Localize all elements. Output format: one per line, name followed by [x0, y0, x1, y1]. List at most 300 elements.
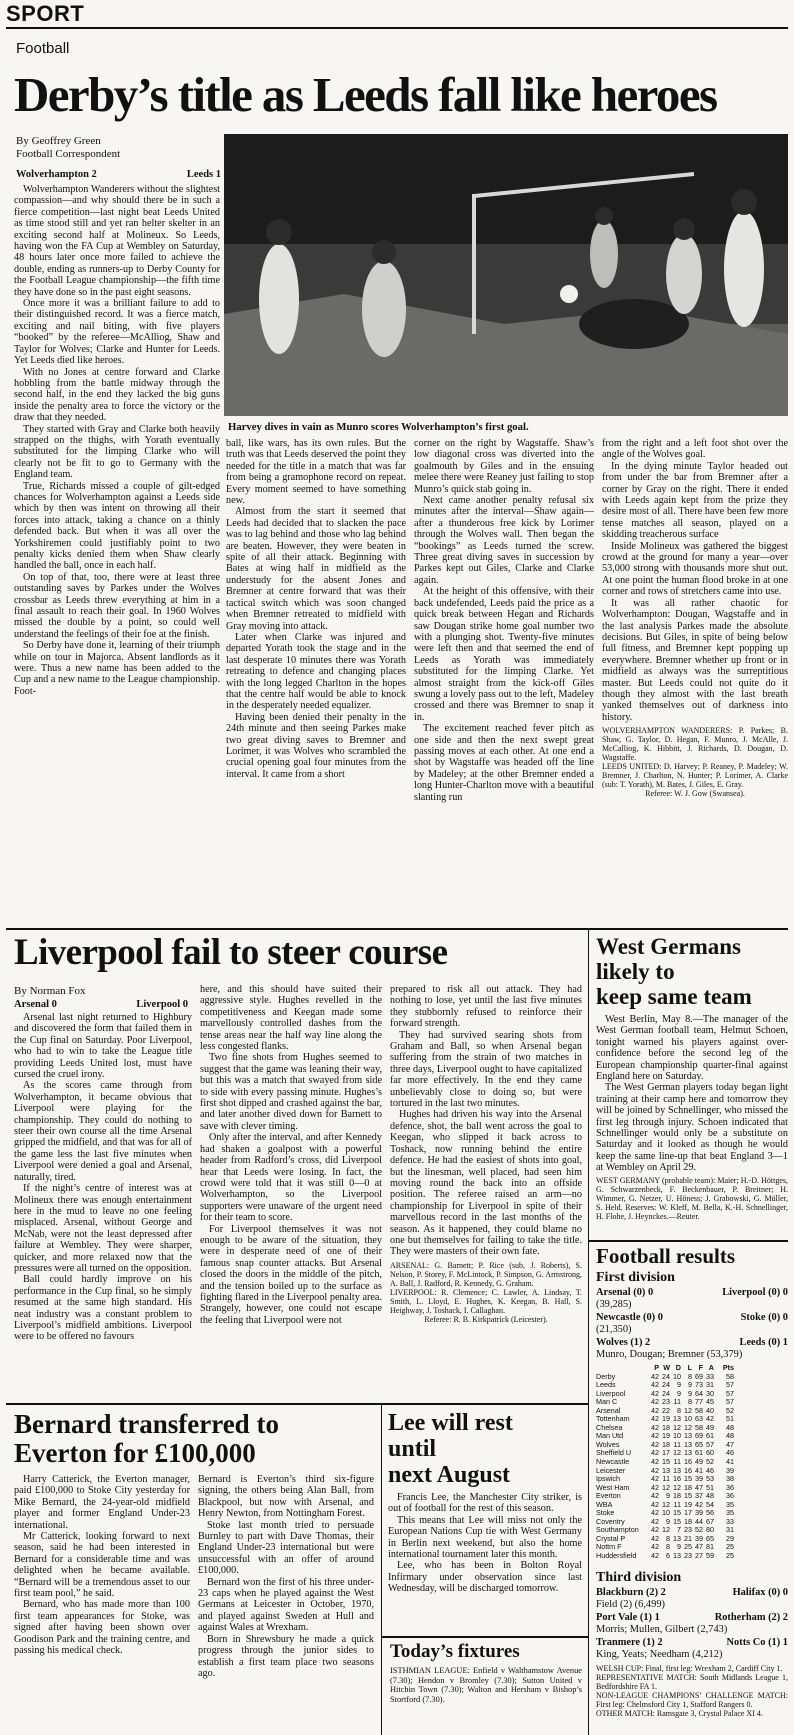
table-cell: 42 [706, 1414, 714, 1424]
germans-headline-line: West Germans [596, 934, 742, 959]
derby-column-3 [414, 438, 594, 920]
derby-paragraph: from the right and a left foot shot over the angle of the Wolves goal. [602, 438, 788, 461]
table-cell: 13 [673, 1551, 681, 1561]
table-cell: 52 [706, 1457, 714, 1467]
table-row [596, 1492, 788, 1501]
match-photo-image [224, 134, 788, 416]
liverpool-score-away: Liverpool 0 [136, 999, 188, 1010]
result-line [596, 1649, 788, 1661]
table-cell: 12 [684, 1405, 692, 1415]
bernard-headline-line: Bernard transferred to [14, 1409, 279, 1439]
table-cell: 65 [706, 1533, 714, 1543]
table-cell: 25 [726, 1551, 734, 1561]
table-team: Crystal P [596, 1533, 626, 1543]
table-cell: 15 [673, 1508, 681, 1518]
bernard-paragraph: Harry Catterick, the Everton manager, paid £100,000 to Stoke City yesterday for Mike Bernard, the 24-year-old midfield player and former England Under-23 international. [14, 1474, 190, 1531]
result-home: Arsenal (0) 0 [596, 1287, 654, 1298]
table-cell: 36 [726, 1491, 734, 1501]
table-cell: 16 [684, 1465, 692, 1475]
table-cell: 42 [651, 1380, 659, 1390]
result-away: Notts Co (1) 1 [726, 1636, 788, 1648]
table-cell: 11 [673, 1499, 681, 1509]
table-cell: 38 [726, 1474, 734, 1484]
table-cell: 46 [726, 1448, 734, 1458]
lee-headline-line: Lee will rest [388, 1410, 513, 1436]
table-cell: 13 [673, 1533, 681, 1543]
subsection-label: Football [16, 40, 70, 57]
table-team: Newcastle [596, 1457, 630, 1467]
table-cell: 24 [662, 1388, 670, 1398]
table-cell: 45 [706, 1397, 714, 1407]
table-cell: 18 [673, 1491, 681, 1501]
table-team: Huddersfield [596, 1551, 637, 1561]
derby-paragraph: In the dying minute Taylor headed out from under the bar from Bremner after a corner by Gray on the right. There it ended with Leeds again kept from the prize they desire most of all. There have been few more tense matches all season, played on a skidding treacherous surface [602, 460, 788, 541]
bernard-column-2 [198, 1474, 374, 1732]
table-row [596, 1535, 788, 1544]
table-row [596, 1552, 788, 1561]
table-cell: 47 [695, 1542, 703, 1552]
table-cell: 11 [673, 1439, 681, 1449]
table-cell: 30 [706, 1388, 714, 1398]
table-cell: 42 [651, 1491, 659, 1501]
derby-paragraph: Later when Clarke was injured and departed Yorath took the stage and in the last desperate 10 minutes there was Yorath retreating to defence and changing places with the long legged Charlton in the hopes that the centre half would be able to knock in the desperately needed equalizer. [226, 631, 406, 712]
derby-byline-author: By Geoffrey Green [16, 135, 101, 147]
table-cell: 23 [662, 1397, 670, 1407]
table-cell: 15 [684, 1474, 692, 1484]
table-cell: 7 [677, 1525, 681, 1535]
bernard-paragraph: Bernard, who has made more than 100 first team appearances for Stoke, was signed after having been shown over Goodison Park and the training centre, and passing his medical check. [14, 1599, 190, 1657]
match-photo [224, 134, 788, 416]
table-team: Coventry [596, 1516, 625, 1526]
bernard-paragraph: Stoke last month tried to persuade Burnley to part with Dave Thomas, their England Under-23 international but were unsuccessful with an offer of around £100,000. [198, 1519, 374, 1577]
result-away: Liverpool (0) 0 [722, 1287, 788, 1298]
table-cell: 12 [673, 1422, 681, 1432]
table-cell: 36 [726, 1482, 734, 1492]
germans-paragraph: The West German players today began light training at their camp here and tomorrow they will be joined by Schnellinger, who missed the first leg through injury. Schoen indicated that Schnellinger would only be a substitute on Saturday and it looked as though he would keep the same line-up that beat England 3—1 at Wembley on April 29. [596, 1082, 788, 1174]
table-cell: 15 [673, 1516, 681, 1526]
table-cell: 47 [726, 1439, 734, 1449]
table-cell: 12 [662, 1525, 670, 1535]
liverpool-paragraph: If the night’s centre of interest was at Molineux there was enough entertainment here in the mud to leave no one feeling misplaced. Arsenal, without George and McNab, were not the least depressed after failure at Wembley. They were sharper, quicker, and more relaxed now that the pressures were all turned on the opposition. [14, 1183, 192, 1274]
table-cell: 80 [706, 1525, 714, 1535]
derby-paragraph: ball, like wars, has its own rules. But the truth was that Leeds deserved the point they needed for the title in a match that was far from being a gramophone record on repeat. Every moment seemed to have something new. [226, 438, 406, 507]
derby-headline: Derby’s title as Leeds fall like heroes [14, 67, 717, 122]
table-cell: 9 [666, 1516, 670, 1526]
lee-headline-line: next August [388, 1462, 511, 1488]
table-cell: 57 [726, 1388, 734, 1398]
results-first-division [596, 1287, 788, 1361]
liverpool-paragraph: Two fine shots from Hughes seemed to suggest that the game was leaning their way, but this was a match that swayed from side to side with every passing minute. Hughes’s first shot dipped and crashed against the bar, and later another dived down for Barnett to save with clever timing. [200, 1052, 382, 1132]
lee-body [388, 1492, 582, 1632]
table-cell: 19 [662, 1431, 670, 1441]
liverpool-paragraph: For Liverpool themselves it was not enough to be aware of the situation, they were in desperate need of one of their famous snap counter attacks. But Arsenal closed the doors in the middle of the pitch, and the tension boiled up to the surface as fighting flared in the Liverpool penalty area. Strangely, however, one could not escape the feeling that Liverpool were not [200, 1223, 382, 1326]
table-cell: 35 [726, 1508, 734, 1518]
germans-paragraph: West Berlin, May 8.—The manager of the West German football team, Helmut Schoen, tonight warned his players against over-confidence before the second leg of the European championship quarter-final against England here on Saturday. [596, 1014, 788, 1083]
table-cell: 25 [726, 1542, 734, 1552]
table-cell: 13 [684, 1431, 692, 1441]
table-team: Stoke [596, 1508, 615, 1518]
table-cell: 42 [651, 1482, 659, 1492]
derby-paragraph: Having been denied their penalty in the 24th minute and then seeing Parkes make two great diving saves to Bremner and Lorimer, it was Wolves who scrambled the crucial opening goal four minutes from the interval. It came from a short [226, 711, 406, 780]
derby-paragraph: On top of that, too, there were at least three outstanding saves by Parkes under the Wolves crossbar as Leeds threw everything at him in a final assault to reach their goal. In 1960 Wolves missed the double by a point, so could well understand the feelings of their foe at the finish. [14, 571, 220, 640]
vertical-rule [588, 930, 589, 1735]
table-cell: 48 [726, 1422, 734, 1432]
germans-headline-line: likely to [596, 959, 675, 984]
liverpool-paragraph: Hughes had driven his way into the Arsenal defence, shot, the ball went across the goal to Keegan, who slipped it back across to Toshack, now running behind the entire defence. He had the easiest of shots into goal, but the linesman, well placed, had seen him moving round the back into an offside position. The referee raised an arm—no championship for Liverpool in spite of their marvellous record in the last months of the season. As it happened, they could blame no one but themselves for failing to take the title. They were masters of their own fate. [390, 1109, 582, 1258]
germans-headline-line: keep same team [596, 984, 752, 1009]
liverpool-paragraph: Only after the interval, and after Kennedy had shaken a goalpost with a powerful header from Radford’s cross, did Liverpool hear that Leeds were losing. In fact, the crowd were told that it was still 0—0 at Wolverhampton, so the Liverpool supporters were unaware of the urgent need for their team to score. [200, 1132, 382, 1224]
table-cell: 39 [695, 1508, 703, 1518]
results-division-1: First division [596, 1270, 675, 1285]
derby-column-1 [14, 184, 220, 920]
table-cell: 58 [726, 1371, 734, 1381]
results-third-division [596, 1587, 788, 1661]
derby-byline-role: Football Correspondent [16, 148, 121, 160]
lee-paragraph: This means that Lee will miss not only the European Nations Cup tie with West Germany in Berlin next weekend, but also the home international tournament later this month. [388, 1514, 582, 1561]
liverpool-team-list: ARSENAL: G. Barnett; P. Rice (sub, J. Roberts), S. Nelson, P. Storey, F. McLintock, P. Simpson, G. Armstrong, A. Ball, J. Radford, R. Kennedy, G. Graham. [390, 1260, 582, 1288]
table-row [596, 1398, 788, 1407]
table-cell: 23 [684, 1551, 692, 1561]
table-cell: 25 [684, 1542, 692, 1552]
table-cell: 58 [695, 1422, 703, 1432]
table-cell: 10 [662, 1508, 670, 1518]
derby-paragraph: corner on the right by Wagstaffe. Shaw’s low diagonal cross was diverted into the goalmouth by Giles and in the ensuing melee there were Reaney just failing to stop Munro’s quick stab going in. [414, 438, 594, 495]
liverpool-score-home: Arsenal 0 [14, 999, 57, 1010]
results-title: Football results [596, 1244, 736, 1268]
table-cell: 57 [706, 1439, 714, 1449]
table-cell: 10 [684, 1414, 692, 1424]
liverpool-column-3 [390, 984, 582, 1398]
result-home: Blackburn (2) 2 [596, 1587, 666, 1598]
table-cell: 47 [695, 1482, 703, 1492]
table-cell: 49 [695, 1457, 703, 1467]
table-cell: 46 [706, 1465, 714, 1475]
table-cell: 40 [706, 1405, 714, 1415]
result-line [596, 1324, 788, 1336]
derby-score-away: Leeds 1 [186, 169, 221, 180]
derby-scoreline [16, 168, 221, 181]
table-cell: 24 [662, 1380, 670, 1390]
table-row [596, 1432, 788, 1441]
table-team: Chelsea [596, 1422, 623, 1432]
table-cell: 42 [651, 1499, 659, 1509]
table-cell: 51 [706, 1482, 714, 1492]
table-cell: Pts [722, 1363, 734, 1372]
table-team: Man C [596, 1397, 618, 1407]
table-cell: 18 [662, 1439, 670, 1449]
table-cell: 12 [662, 1482, 670, 1492]
table-cell: 42 [651, 1405, 659, 1415]
table-cell: 13 [673, 1465, 681, 1475]
table-cell: 57 [726, 1380, 734, 1390]
table-cell: 63 [695, 1414, 703, 1424]
derby-paragraph: At the height of this offensive, with their back undefended, Leeds paid the price as a quick break between Hegan and Richards saw Dougan strike home goal number two with a plunging shot. Twenty-five minutes were left then and that seemed the end of Leeds as Yorath was immediately substituted for the limping Clarke. Yet almost straight from the kick-off Giles swung a lovely pass out to the left, Madeley crossed and there was Bremner to snap it in. [414, 586, 594, 723]
table-cell: 65 [695, 1439, 703, 1449]
table-cell: 56 [706, 1508, 714, 1518]
derby-paragraph: Almost from the start it seemed that Leeds had decided that to slacken the pace was to lag behind and those who lag behind are beaten. However, they were beaten in spite of all their attack. Beginning with Bates at wing half in midfield as the understudy for the absent Jones and Bremner at centre forward that was their tactical switch which was soon changed when Bremner retreated to midfield with Gray moving into attack. [226, 506, 406, 632]
table-cell: 18 [684, 1482, 692, 1492]
table-row [596, 1390, 788, 1399]
table-cell: 22 [662, 1405, 670, 1415]
table-cell: 19 [684, 1499, 692, 1509]
table-team: Leeds [596, 1380, 616, 1390]
table-cell: 9 [677, 1380, 681, 1390]
table-cell: 39 [726, 1465, 734, 1475]
bernard-headline [14, 1410, 279, 1468]
table-cell: 59 [706, 1551, 714, 1561]
table-cell: 73 [695, 1380, 703, 1390]
derby-paragraph: So Derby have done it, learning of their triumph while on tour in Majorca. Absent landlords as it were. Thus a new name has been added to the Cup and a new name to the League championship. Foot- [14, 640, 220, 697]
result-away: Leeds (0) 1 [739, 1336, 788, 1348]
result-away: Rotherham (2) 2 [714, 1611, 788, 1623]
table-team: Ipswich [596, 1474, 620, 1484]
table-cell: 41 [695, 1465, 703, 1475]
liverpool-headline: Liverpool fail to steer course [14, 932, 448, 973]
derby-paragraph: Once more it was a brilliant failure to add to their distinguished record. It was a fierce match, exciting and nail biting, with five players “booked” by the referee—McAlliog, Shaw and Taylor for Wolves; Clarke and Hunter for Leeds. Yet Leeds died like heroes. [14, 298, 220, 367]
fixtures-title: Today’s fixtures [390, 1641, 520, 1662]
table-cell: 81 [706, 1542, 714, 1552]
table-cell: 42 [651, 1551, 659, 1561]
derby-referee: Referee: W. J. Gow (Swansea). [645, 789, 745, 799]
section-rule [589, 1240, 788, 1242]
result-line [596, 1637, 788, 1649]
derby-paragraph: Next came another penalty refusal six minutes after the interval—Shaw again—after a thunderous free kick by Lorimer through the Wolves wall. Then began the “bookings” as Leeds turned the screw. Three great diving saves in succession by Parkes kept out Giles, Clarke and Clarke again. [414, 495, 594, 586]
table-cell: 41 [726, 1457, 734, 1467]
section-rule [6, 928, 788, 930]
lee-paragraph: Lee, who has been in Bolton Royal Infirmary under observation since last Wednesday, will be discharged tomorrow. [388, 1560, 582, 1595]
table-cell: 37 [695, 1491, 703, 1501]
table-cell: 35 [726, 1499, 734, 1509]
table-cell: 42 [651, 1371, 659, 1381]
section-rule [382, 1636, 588, 1638]
lee-paragraph: Francis Lee, the Manchester City striker, is out of football for the rest of this season. [388, 1492, 582, 1515]
table-cell: 8 [688, 1371, 692, 1381]
table-team: Southampton [596, 1525, 639, 1535]
bernard-paragraph: Born in Shrewsbury he made a quick progress through the junior sides to establish a first team place two seasons ago. [198, 1633, 374, 1679]
table-team: Man Utd [596, 1431, 624, 1441]
table-cell: 54 [706, 1499, 714, 1509]
league-table [596, 1364, 788, 1561]
derby-paragraph: Inside Molineux was gathered the biggest crowd at the ground for many a year—over 53,000 strong with thousands more shut out. At one point the human flood broke in at one corner and rows of stretchers came into use. [602, 540, 788, 598]
result-line [596, 1349, 788, 1361]
table-cell: W [663, 1363, 670, 1372]
bernard-paragraph: Bernard won the first of his three under-23 caps when he played against the West Germans at Leicester in October, 1970, and played against Sweden at Hull and against Wales at Wrexham. [198, 1576, 374, 1634]
table-cell: 69 [695, 1431, 703, 1441]
table-cell: 42 [651, 1525, 659, 1535]
section-title: SPORT [6, 1, 85, 26]
table-cell: 64 [695, 1388, 703, 1398]
result-home: Tranmere (1) 2 [596, 1636, 663, 1648]
result-home: Wolves (1) 2 [596, 1336, 651, 1348]
table-cell: 52 [695, 1525, 703, 1535]
table-cell: 42 [651, 1439, 659, 1449]
result-detail: (39,285) [596, 1299, 632, 1311]
table-cell: F [698, 1363, 703, 1372]
table-cell: 77 [695, 1397, 703, 1407]
table-team: Nottm F [596, 1542, 622, 1552]
result-line [596, 1299, 788, 1311]
result-line [596, 1287, 788, 1299]
derby-paragraph: The excitement reached fever pitch as one side and then the next swept great passing moves at each other. At one end a shot by Wagstaffe was headed off the line by Madeley; at the other Bremner ended a long Hunter-Charlton move with a beautiful slanting run [414, 723, 594, 803]
table-cell: 8 [666, 1542, 670, 1552]
germans-body [596, 1014, 788, 1236]
table-cell: 29 [726, 1533, 734, 1543]
germans-headline [596, 934, 752, 1009]
table-cell: 12 [662, 1499, 670, 1509]
table-cell: 17 [684, 1508, 692, 1518]
table-cell: 8 [688, 1397, 692, 1407]
photo-caption: Harvey dives in vain as Munro scores Wolverhampton’s first goal. [228, 421, 529, 433]
table-cell: 42 [651, 1516, 659, 1526]
table-team: Arsenal [596, 1405, 621, 1415]
table-cell: A [708, 1363, 714, 1372]
bernard-column-1 [14, 1474, 190, 1732]
table-cell: 8 [666, 1533, 670, 1543]
table-cell: L [687, 1363, 692, 1372]
table-cell: 9 [677, 1542, 681, 1552]
table-cell: 12 [673, 1448, 681, 1458]
table-row [596, 1501, 788, 1510]
result-line [596, 1587, 788, 1599]
table-cell: 42 [651, 1465, 659, 1475]
table-header [596, 1364, 788, 1373]
table-cell: 42 [695, 1499, 703, 1509]
bernard-paragraph: Bernard is Everton’s third six-figure signing, the others being Alan Ball, from Blackpool, but now with Arsenal, and Henry Newton, from Nottingham Forest. [198, 1474, 374, 1520]
table-cell: 31 [726, 1525, 734, 1535]
table-cell: 21 [684, 1533, 692, 1543]
results-other [596, 1664, 788, 1734]
liverpool-column-2 [200, 984, 382, 1398]
table-cell: 11 [673, 1397, 681, 1407]
other-result: WELSH CUP: Final, first leg: Wrexham 2, Cardiff City 1. [596, 1664, 783, 1673]
table-cell: 58 [695, 1405, 703, 1415]
table-cell: 61 [695, 1448, 703, 1458]
result-away: Halifax (0) 0 [732, 1587, 788, 1598]
table-cell: 9 [677, 1388, 681, 1398]
table-cell: 49 [706, 1422, 714, 1432]
table-cell: 42 [651, 1397, 659, 1407]
liverpool-byline: By Norman Fox [14, 985, 86, 997]
result-away: Stoke (0) 0 [740, 1311, 788, 1323]
derby-score-home: Wolverhampton 2 [16, 169, 97, 180]
table-cell: 42 [651, 1457, 659, 1467]
table-cell: 61 [706, 1431, 714, 1441]
derby-paragraph: With no Jones at centre forward and Clarke hobbling from the battle midway through the second half, in the end they lacked the big guns inside the penalty area to force the victory or the draw that they needed. [14, 366, 220, 424]
other-result: REPRESENTATIVE MATCH: South Midlands League 1, Bedfordshire FA 1. [596, 1673, 788, 1691]
table-cell: 27 [695, 1551, 703, 1561]
table-cell: 42 [651, 1448, 659, 1458]
bernard-headline-line: Everton for £100,000 [14, 1438, 256, 1468]
table-cell: 9 [688, 1388, 692, 1398]
table-cell: 18 [662, 1422, 670, 1432]
table-cell: 15 [684, 1491, 692, 1501]
table-cell: 10 [673, 1371, 681, 1381]
table-cell: 9 [666, 1491, 670, 1501]
table-cell: 33 [706, 1371, 714, 1381]
result-home: Port Vale (1) 1 [596, 1611, 660, 1623]
header-rule [6, 27, 788, 29]
table-cell: 10 [673, 1431, 681, 1441]
result-line [596, 1599, 788, 1611]
table-cell: 39 [695, 1533, 703, 1543]
derby-byline [16, 135, 221, 161]
table-cell: P [654, 1363, 659, 1372]
lee-headline-line: until [388, 1436, 437, 1462]
table-cell: 57 [726, 1397, 734, 1407]
derby-paragraph: True, Richards missed a couple of gilt-edged chances for Wolverhampton against a Leeds side which by then was intent on throwing all their forces into attack, taking a chance on a thinly defended back. But when it was all over the Yorkshiremen could justifiably point to two penalty kicks denied them when Shaw clearly handled the ball, once in each half. [14, 480, 220, 572]
fixtures-text: ISTHMIAN LEAGUE: Enfield v Walthamstow Avenue (7.30); Hendon v Bromley (7.30); Sutton United v Hitchin Town (7.30); Walton and Hersham v Bishop’s Stortford (7.30). [390, 1666, 582, 1704]
table-team: WBA [596, 1499, 613, 1509]
result-line [596, 1312, 788, 1324]
derby-column-2 [226, 438, 406, 920]
table-cell: 42 [651, 1388, 659, 1398]
result-line [596, 1612, 788, 1624]
table-team: West Ham [596, 1482, 630, 1492]
table-cell: 42 [651, 1533, 659, 1543]
table-cell: 15 [662, 1457, 670, 1467]
derby-team-list: WOLVERHAMPTON WANDERERS: P. Parkes; B. Shaw, G. Taylor, D. Hegan, F. Munro, J. McAlle, J. McCalliog, K. Hibbitt, J. Richards, D. Dougan, D. Wagstaffe. [602, 726, 788, 763]
table-cell: 52 [726, 1405, 734, 1415]
table-team: Liverpool [596, 1388, 626, 1398]
table-cell: 13 [662, 1465, 670, 1475]
table-cell: 42 [651, 1422, 659, 1432]
result-detail: (21,350) [596, 1324, 632, 1336]
table-row [596, 1373, 788, 1382]
liverpool-paragraph: As the scores came through from Wolverhampton, it became obvious that Liverpool were playing for the championship. They could do nothing to steer their own course all the time Arsenal gripped the midfield, and that was for all of the game less the last five minutes when Liverpool were denied a goal and Arsenal, naturally, tired. [14, 1080, 192, 1183]
germans-team-list: WEST GERMANY (probable team): Maier; H.-D. Höttges, G. Schwarzenbeck, F. Beckenbauer, P. Breitner; H. Wimmer, G. Netzer, U. Höness; J. Grabowski, G. Müller, S. Held. Reserves: W. Kleff, M. Bella, K.-H. Schnellinger, H. Flohe, J. Heynckes.—Reuter. [596, 1175, 788, 1221]
table-cell: 13 [673, 1414, 681, 1424]
other-result: NON-LEAGUE CHAMPIONS’ CHALLENGE MATCH: First leg: Chelmsford City 1, Stafford Rangers 0. [596, 1691, 788, 1709]
table-row [596, 1415, 788, 1424]
liverpool-paragraph: They had survived searing shots from Graham and Ball, so when Arsenal began suffering from the strain of two matches in three days, Liverpool ought to have capitalized far more effectively. In the end they came unbelievably close to doing so, but were tortured in the last two minutes. [390, 1029, 582, 1110]
liverpool-team-list: LIVERPOOL: R. Clemence; C. Lawler, A. Lindsay, T. Smith, L. Lloyd, E. Hughes, K. Keegan, B. Hall, S. Heighway, J. Toshack, I. Callaghan. [390, 1287, 582, 1315]
table-team: Leicester [596, 1465, 626, 1475]
table-cell: 16 [684, 1457, 692, 1467]
liverpool-paragraph: Arsenal last night returned to Highbury and discovered the form that failed them in the Cup final on Saturday. Poor Liverpool, who had to win to take the League title providing Leeds United lost, must have cursed the cruel irony. [14, 1012, 192, 1081]
result-line [596, 1624, 788, 1636]
table-team: Everton [596, 1491, 621, 1501]
results-division-3: Third division [596, 1570, 682, 1585]
table-row [596, 1467, 788, 1476]
table-cell: 11 [662, 1474, 670, 1484]
table-team: Sheffield U [596, 1448, 632, 1458]
lee-headline [388, 1410, 513, 1488]
bernard-paragraph: Mr Catterick, looking forward to next season, said he had been interested in Bernard for a considerable time and was delighted when he became available. “Bernard will be a tremendous asset to our first team pool,” he said. [14, 1531, 190, 1600]
table-cell: 9 [688, 1380, 692, 1390]
table-cell: 8 [677, 1405, 681, 1415]
table-cell: 42 [651, 1431, 659, 1441]
result-detail: King, Yeats; Needham (4,212) [596, 1649, 723, 1661]
fixtures-body [390, 1666, 582, 1732]
derby-column-4 [602, 438, 788, 920]
liverpool-scoreline [14, 998, 188, 1011]
table-cell: 12 [673, 1482, 681, 1492]
table-cell: 39 [695, 1474, 703, 1484]
derby-team-list: LEEDS UNITED: D. Harvey; P. Reaney, P. Madeley; W. Bremner, J. Charlton, N. Hunter; P. Lorimer, A. Clarke (sub: T. Yorath), M. Bates, J. Giles, E. Gray. [602, 762, 788, 790]
derby-paragraph: Wolverhampton Wanderers without the slightest compassion—and why should there be in such a fierce competition—last night beat Leeds United as time stood still and yet ran helter skelter in an exciting second half at Molineux. So Leeds, having won the FA Cup at Wembley on Saturday, 48 hours later once more failed to achieve the double, ending as runners-up to Derby County for the Football League championship—the fifth time they have done so in the past eight seasons. [14, 184, 220, 298]
table-cell: 67 [706, 1516, 714, 1526]
table-cell: 12 [684, 1422, 692, 1432]
table-row [596, 1484, 788, 1493]
table-cell: 31 [706, 1380, 714, 1390]
result-detail: Field (2) (6,499) [596, 1599, 665, 1611]
liverpool-paragraph: here, and this should have suited their aggressive style. Hughes revelled in the competitiveness and Keegan made some marvellously controlled dashes from the tense areas near the half way line along the less congested flanks. [200, 984, 382, 1053]
section-rule [6, 1403, 588, 1405]
table-cell: 53 [706, 1474, 714, 1484]
table-cell: 11 [673, 1457, 681, 1467]
result-detail: Morris; Mullen, Gilbert (2,743) [596, 1624, 728, 1636]
table-cell: 44 [695, 1516, 703, 1526]
